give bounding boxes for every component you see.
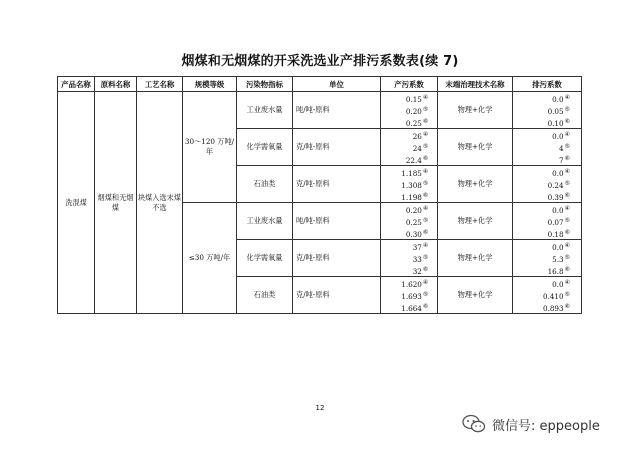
- coefficient-value: [513, 104, 581, 116]
- coefficient-value: [381, 104, 437, 116]
- discharge-coefficient-cell: [513, 92, 582, 129]
- unit-cell: 吨/吨-原料: [293, 92, 381, 129]
- coefficient-number: 1.693: [401, 292, 422, 301]
- coefficient-number: 33: [412, 255, 422, 264]
- coefficient-number: 0.07: [547, 218, 564, 227]
- coefficient-number: 0.0: [552, 132, 564, 141]
- production-coefficient-cell: [381, 166, 438, 203]
- coefficient-value: [513, 277, 581, 289]
- footnote-marker: ⑥: [422, 192, 429, 199]
- header-treatment: 末端治理技术名称: [438, 77, 513, 92]
- footnote-marker: ⑤: [564, 180, 570, 187]
- treatment-technology-cell: 物理+化学: [438, 92, 513, 129]
- footnote-marker: ④: [564, 279, 570, 286]
- footnote-marker: ④: [422, 205, 429, 212]
- coefficient-number: 24: [412, 144, 422, 153]
- coefficient-value: [381, 166, 437, 178]
- footnote-marker: ⑥: [422, 118, 429, 125]
- coefficient-number: 16.8: [547, 267, 564, 276]
- coefficient-value: [381, 264, 437, 276]
- header-production-coefficient: 产污系数: [381, 77, 438, 92]
- pollutant-cell: 工业废水量: [237, 203, 293, 240]
- coefficient-number: 32: [412, 267, 422, 276]
- pollutant-cell: 化学需氧量: [237, 240, 293, 277]
- coefficient-number: 0.25: [405, 218, 422, 227]
- process-name-cell: 块煤入选末煤不选: [137, 92, 183, 314]
- coefficient-value: [513, 129, 581, 141]
- footnote-marker: ⑥: [564, 192, 570, 199]
- footnote-marker: ⑤: [422, 217, 429, 224]
- header-discharge-coefficient: 排污系数: [513, 77, 582, 92]
- coefficient-number: 0.0: [552, 206, 564, 215]
- footnote-marker: ⑥: [564, 155, 570, 162]
- coefficient-value: [513, 116, 581, 128]
- coefficient-number: 1.308: [401, 181, 422, 190]
- coefficient-value: [381, 141, 437, 153]
- discharge-coefficient-cell: [513, 277, 582, 314]
- coefficient-value: [513, 289, 581, 301]
- coefficient-value: [381, 203, 437, 215]
- coefficient-number: 0.30: [405, 230, 422, 239]
- treatment-technology-cell: 物理+化学: [438, 240, 513, 277]
- header-process: 工艺名称: [137, 77, 183, 92]
- coefficient-number: 1.620: [401, 280, 422, 289]
- coefficient-value: [381, 153, 437, 165]
- footnote-marker: ④: [422, 131, 429, 138]
- unit-cell: 克/吨-原料: [293, 240, 381, 277]
- treatment-technology-cell: 物理+化学: [438, 277, 513, 314]
- footnote-marker: ⑤: [422, 291, 429, 298]
- footnote-marker: ⑤: [422, 106, 429, 113]
- coefficient-value: [513, 92, 581, 104]
- footnote-marker: ④: [564, 168, 570, 175]
- footnote-marker: ⑥: [564, 266, 570, 273]
- unit-cell: 克/吨-原料: [293, 277, 381, 314]
- material-name-cell: 烟煤和无烟煤: [95, 92, 137, 314]
- discharge-coefficient-cell: [513, 203, 582, 240]
- footnote-marker: ⑤: [564, 106, 570, 113]
- coefficient-value: [513, 252, 581, 264]
- footnote-marker: ④: [564, 242, 570, 249]
- coefficient-value: [513, 166, 581, 178]
- coefficient-number: 1.198: [401, 193, 422, 202]
- coefficient-number: 0.25: [405, 119, 422, 128]
- coefficient-value: [381, 178, 437, 190]
- production-coefficient-cell: [381, 240, 438, 277]
- coefficient-number: 0.0: [552, 95, 564, 104]
- scale-level-cell: ≤30 万吨/年: [183, 203, 237, 314]
- coefficient-value: [381, 116, 437, 128]
- pollutant-cell: 工业废水量: [237, 92, 293, 129]
- scale-level-cell: 30～120 万吨/年: [183, 92, 237, 203]
- coefficient-value: [381, 227, 437, 239]
- footnote-marker: ⑥: [422, 266, 429, 273]
- coefficient-number: 0.24: [547, 181, 564, 190]
- coefficient-number: 1.664: [401, 304, 422, 313]
- coefficient-value: [513, 203, 581, 215]
- footnote-marker: ④: [422, 168, 429, 175]
- footnote-marker: ④: [564, 131, 570, 138]
- footnote-marker: ⑥: [422, 155, 429, 162]
- unit-cell: 克/吨-原料: [293, 166, 381, 203]
- coefficient-value: [381, 240, 437, 252]
- coefficient-value: [381, 129, 437, 141]
- production-coefficient-cell: [381, 277, 438, 314]
- production-coefficient-cell: [381, 203, 438, 240]
- footnote-marker: ⑤: [564, 291, 570, 298]
- header-material: 原料名称: [95, 77, 137, 92]
- coefficient-value: [381, 215, 437, 227]
- footnote-marker: ⑤: [422, 180, 429, 187]
- footnote-marker: ⑤: [564, 143, 570, 150]
- footnote-marker: ⑥: [564, 229, 570, 236]
- coefficient-number: 5.3: [552, 255, 564, 264]
- coefficient-number: 0.410: [543, 292, 564, 301]
- page-number: 12: [315, 404, 325, 412]
- header-pollutant: 污染物指标: [237, 77, 293, 92]
- footnote-marker: ⑥: [564, 118, 570, 125]
- pollutant-cell: 石油类: [237, 166, 293, 203]
- coefficient-value: [381, 301, 437, 313]
- header-product: 产品名称: [58, 77, 95, 92]
- coefficient-value: [381, 252, 437, 264]
- footnote-marker: ④: [564, 94, 570, 101]
- emission-coefficient-table: [57, 76, 582, 314]
- coefficient-value: [513, 190, 581, 202]
- coefficient-number: 0.0: [552, 169, 564, 178]
- footnote-marker: ④: [422, 94, 429, 101]
- coefficient-value: [513, 178, 581, 190]
- footnote-marker: ⑥: [564, 303, 570, 310]
- table-header-row: [58, 77, 582, 92]
- coefficient-number: 0.05: [547, 107, 564, 116]
- coefficient-number: 0.20: [405, 107, 422, 116]
- discharge-coefficient-cell: [513, 166, 582, 203]
- coefficient-value: [513, 153, 581, 165]
- coefficient-number: 0.18: [547, 230, 564, 239]
- footnote-marker: ⑤: [564, 254, 570, 261]
- coefficient-number: 0.0: [552, 243, 564, 252]
- coefficient-number: 0.10: [547, 119, 564, 128]
- footnote-marker: ⑤: [422, 254, 429, 261]
- footnote-marker: ⑤: [564, 217, 570, 224]
- coefficient-number: 0.0: [552, 280, 564, 289]
- header-scale: 规模等级: [183, 77, 237, 92]
- pollutant-cell: 石油类: [237, 277, 293, 314]
- coefficient-value: [513, 215, 581, 227]
- discharge-coefficient-cell: [513, 240, 582, 277]
- coefficient-number: 37: [412, 243, 422, 252]
- coefficient-value: [513, 301, 581, 313]
- treatment-technology-cell: 物理+化学: [438, 129, 513, 166]
- coefficient-value: [513, 141, 581, 153]
- unit-cell: 克/吨-原料: [293, 129, 381, 166]
- coefficient-value: [381, 277, 437, 289]
- discharge-coefficient-cell: [513, 129, 582, 166]
- coefficient-number: 22.4: [405, 156, 422, 165]
- coefficient-value: [513, 264, 581, 276]
- production-coefficient-cell: [381, 92, 438, 129]
- coefficient-number: 4: [559, 144, 564, 153]
- footnote-marker: ⑥: [422, 303, 429, 310]
- treatment-technology-cell: 物理+化学: [438, 166, 513, 203]
- footnote-marker: ④: [422, 279, 429, 286]
- table-row: [58, 92, 582, 129]
- coefficient-value: [513, 227, 581, 239]
- coefficient-number: 0.39: [547, 193, 564, 202]
- page-title: 烟煤和无烟煤的开采洗选业产排污系数表(续 7): [181, 54, 459, 69]
- coefficient-number: 1.185: [401, 169, 422, 178]
- footnote-marker: ④: [564, 205, 570, 212]
- footnote-marker: ⑥: [422, 229, 429, 236]
- footnote-marker: ④: [422, 242, 429, 249]
- coefficient-number: 26: [412, 132, 422, 141]
- table-body: [58, 92, 582, 314]
- watermark: [462, 414, 600, 434]
- coefficient-value: [381, 92, 437, 104]
- coefficient-number: 0.893: [543, 304, 564, 313]
- coefficient-number: 0.15: [405, 95, 422, 104]
- unit-cell: 吨/吨-原料: [293, 203, 381, 240]
- treatment-technology-cell: 物理+化学: [438, 203, 513, 240]
- footnote-marker: ⑤: [422, 143, 429, 150]
- pollutant-cell: 化学需氧量: [237, 129, 293, 166]
- product-name-cell: 洗混煤: [58, 92, 95, 314]
- watermark-text: 微信号: eppeople: [492, 418, 600, 434]
- coefficient-value: [513, 240, 581, 252]
- production-coefficient-cell: [381, 129, 438, 166]
- wechat-icon: [462, 414, 486, 434]
- coefficient-number: 0.20: [405, 206, 422, 215]
- header-unit: 单位: [293, 77, 381, 92]
- coefficient-value: [381, 190, 437, 202]
- coefficient-value: [381, 289, 437, 301]
- coefficient-number: 7: [559, 156, 564, 165]
